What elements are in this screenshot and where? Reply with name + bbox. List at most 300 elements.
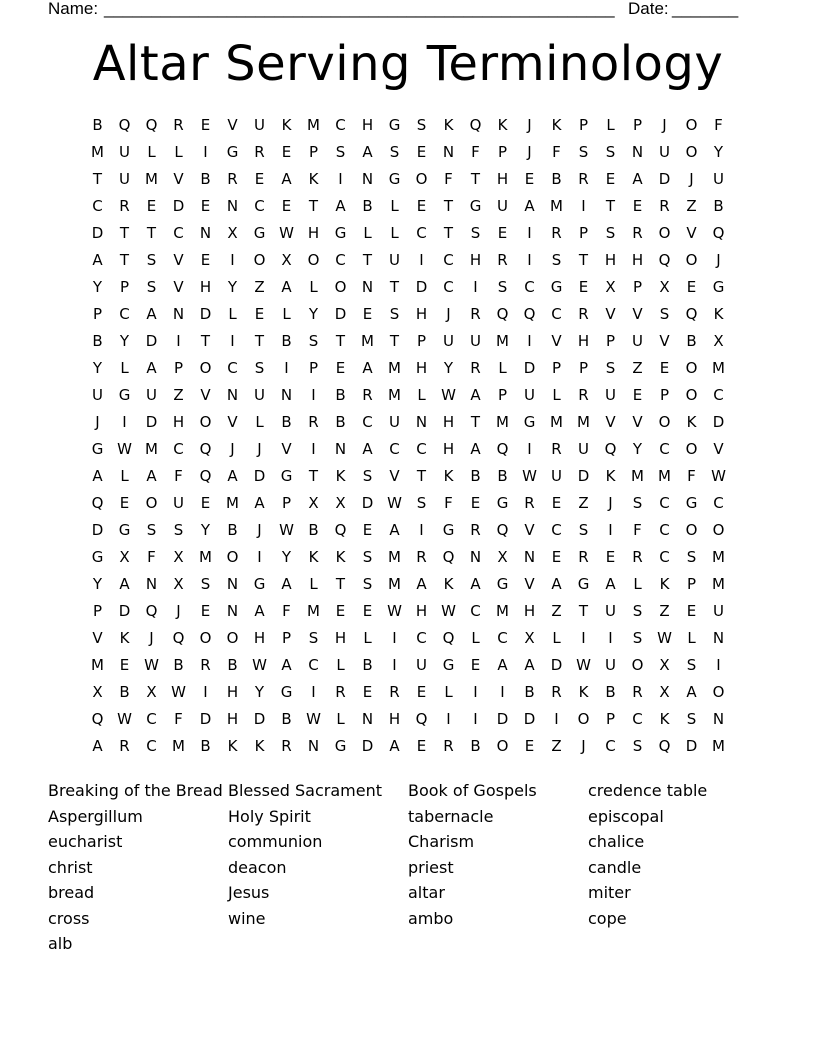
- grid-letter: T: [443, 224, 454, 242]
- grid-letter: J: [257, 440, 262, 458]
- grid-letter: B: [227, 521, 238, 539]
- grid-letter: L: [498, 359, 507, 377]
- grid-letter: K: [443, 467, 454, 485]
- grid-letter: N: [361, 710, 374, 728]
- grid-letter: L: [282, 305, 291, 323]
- grid-letter: I: [500, 683, 505, 701]
- grid-letter: D: [145, 332, 158, 350]
- grid-letter: A: [605, 575, 616, 593]
- grid-letter: K: [254, 737, 265, 755]
- grid-letter: B: [470, 737, 481, 755]
- grid-letter: F: [174, 710, 183, 728]
- grid-letter: C: [524, 278, 535, 296]
- grid-letter: R: [335, 683, 346, 701]
- grid-row: [84, 409, 732, 436]
- grid-letter: M: [550, 413, 563, 431]
- grid-row: [84, 193, 732, 220]
- grid-letter: C: [497, 629, 508, 647]
- grid-letter: A: [470, 386, 481, 404]
- grid-letter: N: [361, 278, 374, 296]
- grid-letter: R: [578, 305, 589, 323]
- grid-letter: N: [226, 197, 239, 215]
- word-bank-item: Charism: [408, 832, 475, 851]
- grid-letter: P: [119, 278, 130, 296]
- grid-letter: T: [416, 467, 427, 485]
- grid-letter: K: [443, 116, 454, 134]
- grid-letter: X: [659, 683, 670, 701]
- grid-letter: H: [361, 116, 374, 134]
- grid-letter: F: [552, 143, 561, 161]
- grid-letter: N: [172, 305, 185, 323]
- grid-letter: E: [335, 602, 346, 620]
- grid-letter: Q: [334, 521, 347, 539]
- grid-letter: I: [176, 332, 181, 350]
- grid-letter: T: [119, 251, 130, 269]
- grid-letter: L: [120, 359, 129, 377]
- word-bank-item: priest: [408, 857, 454, 877]
- grid-letter: U: [254, 386, 265, 404]
- grid-letter: Y: [92, 575, 103, 593]
- grid-letter: E: [686, 602, 697, 620]
- grid-letter: A: [497, 656, 508, 674]
- grid-letter: H: [199, 278, 212, 296]
- grid-letter: E: [119, 656, 130, 674]
- grid-letter: C: [227, 359, 238, 377]
- grid-letter: U: [416, 656, 427, 674]
- grid-letter: C: [416, 629, 427, 647]
- word-bank-item: deacon: [228, 857, 287, 877]
- grid-letter: J: [608, 494, 613, 512]
- grid-letter: T: [335, 332, 346, 350]
- grid-letter: D: [199, 305, 212, 323]
- grid-letter: I: [473, 683, 478, 701]
- grid-letter: Z: [254, 278, 265, 296]
- grid-letter: U: [389, 413, 400, 431]
- grid-letter: X: [497, 548, 508, 566]
- grid-letter: C: [416, 440, 427, 458]
- grid-letter: D: [145, 413, 158, 431]
- grid-letter: H: [523, 602, 536, 620]
- grid-row: [84, 598, 732, 625]
- grid-letter: C: [551, 305, 562, 323]
- grid-letter: D: [577, 467, 590, 485]
- grid-letter: B: [605, 683, 616, 701]
- grid-letter: D: [253, 710, 266, 728]
- grid-letter: S: [632, 602, 643, 620]
- grid-letter: N: [145, 575, 158, 593]
- grid-letter: X: [173, 575, 184, 593]
- grid-letter: M: [388, 359, 401, 377]
- grid-letter: R: [578, 548, 589, 566]
- grid-row: [84, 625, 732, 652]
- grid-letter: V: [92, 629, 103, 647]
- grid-letter: R: [551, 683, 562, 701]
- grid-letter: C: [146, 710, 157, 728]
- grid-letter: W: [171, 683, 186, 701]
- grid-letter: N: [280, 386, 293, 404]
- grid-letter: U: [389, 251, 400, 269]
- grid-letter: P: [92, 602, 103, 620]
- grid-letter: D: [199, 710, 212, 728]
- grid-letter: Z: [173, 386, 184, 404]
- grid-letter: A: [362, 440, 373, 458]
- grid-letter: I: [419, 251, 424, 269]
- grid-row: [84, 679, 732, 706]
- grid-row: [84, 436, 732, 463]
- grid-letter: L: [174, 143, 183, 161]
- grid-letter: A: [362, 359, 373, 377]
- grid-letter: C: [470, 602, 481, 620]
- grid-letter: M: [658, 467, 671, 485]
- grid-letter: L: [633, 575, 642, 593]
- grid-letter: B: [200, 170, 211, 188]
- grid-letter: R: [173, 116, 184, 134]
- grid-letter: E: [416, 197, 427, 215]
- grid-letter: N: [361, 170, 374, 188]
- word-bank-item: wine: [228, 908, 266, 928]
- grid-letter: O: [658, 224, 671, 242]
- grid-letter: A: [254, 494, 265, 512]
- grid-letter: E: [416, 143, 427, 161]
- grid-letter: H: [415, 602, 428, 620]
- grid-letter: B: [227, 656, 238, 674]
- grid-letter: J: [446, 305, 451, 323]
- grid-letter: C: [605, 737, 616, 755]
- grid-letter: M: [361, 332, 374, 350]
- grid-letter: S: [632, 494, 643, 512]
- grid-letter: T: [308, 467, 319, 485]
- grid-letter: V: [173, 170, 184, 188]
- grid-letter: J: [176, 602, 181, 620]
- grid-letter: Z: [578, 494, 589, 512]
- grid-letter: E: [659, 359, 670, 377]
- grid-letter: F: [147, 548, 156, 566]
- grid-letter: K: [659, 575, 670, 593]
- grid-letter: T: [308, 197, 319, 215]
- grid-letter: H: [415, 359, 428, 377]
- grid-letter: I: [446, 710, 451, 728]
- grid-row: [84, 706, 732, 733]
- grid-letter: A: [281, 170, 292, 188]
- word-bank-item: tabernacle: [408, 806, 494, 826]
- grid-letter: T: [389, 332, 400, 350]
- grid-letter: Y: [254, 683, 265, 701]
- grid-letter: T: [578, 602, 589, 620]
- grid-letter: A: [92, 467, 103, 485]
- grid-row: [84, 544, 732, 571]
- grid-letter: C: [335, 251, 346, 269]
- grid-row: [84, 355, 732, 382]
- grid-letter: K: [713, 305, 724, 323]
- grid-letter: T: [92, 170, 103, 188]
- grid-letter: H: [631, 251, 644, 269]
- grid-letter: E: [416, 737, 427, 755]
- grid-letter: T: [443, 197, 454, 215]
- grid-letter: P: [308, 359, 319, 377]
- grid-letter: U: [605, 386, 616, 404]
- grid-letter: Z: [686, 197, 697, 215]
- grid-letter: K: [281, 116, 292, 134]
- grid-letter: N: [307, 737, 320, 755]
- grid-letter: T: [470, 170, 481, 188]
- grid-letter: K: [119, 629, 130, 647]
- grid-letter: X: [605, 278, 616, 296]
- grid-letter: L: [552, 629, 561, 647]
- grid-letter: E: [200, 251, 211, 269]
- grid-letter: Y: [92, 359, 103, 377]
- grid-letter: D: [91, 224, 104, 242]
- grid-letter: E: [281, 143, 292, 161]
- grid-letter: C: [173, 224, 184, 242]
- grid-letter: O: [415, 170, 428, 188]
- grid-letter: I: [203, 143, 208, 161]
- grid-letter: S: [362, 548, 373, 566]
- grid-letter: Y: [632, 440, 643, 458]
- grid-letter: M: [496, 332, 509, 350]
- grid-letter: H: [442, 440, 455, 458]
- grid-letter: D: [523, 710, 536, 728]
- grid-letter: B: [362, 197, 373, 215]
- grid-letter: H: [469, 251, 482, 269]
- grid-row: [84, 112, 732, 139]
- grid-letter: R: [551, 440, 562, 458]
- grid-letter: G: [280, 683, 293, 701]
- grid-letter: W: [657, 629, 672, 647]
- word-bank-item: Jesus: [228, 883, 270, 902]
- grid-letter: B: [551, 170, 562, 188]
- grid-letter: K: [578, 683, 589, 701]
- grid-letter: S: [686, 710, 697, 728]
- grid-letter: H: [226, 710, 239, 728]
- word-bank-item: chalice: [588, 832, 645, 851]
- word-bank-item: Holy Spirit: [228, 806, 311, 826]
- grid-letter: V: [200, 386, 211, 404]
- grid-letter: S: [362, 467, 373, 485]
- grid-letter: S: [308, 332, 319, 350]
- grid-letter: E: [497, 224, 508, 242]
- grid-letter: V: [713, 440, 724, 458]
- grid-letter: O: [145, 494, 158, 512]
- grid-letter: X: [659, 656, 670, 674]
- grid-letter: N: [226, 575, 239, 593]
- grid-letter: E: [335, 359, 346, 377]
- grid-letter: G: [280, 467, 293, 485]
- grid-letter: G: [442, 521, 455, 539]
- grid-letter: J: [716, 251, 721, 269]
- word-bank-item: bread: [48, 883, 95, 902]
- grid-letter: C: [659, 521, 670, 539]
- grid-letter: V: [632, 305, 643, 323]
- grid-letter: Y: [227, 278, 238, 296]
- grid-letter: W: [711, 467, 726, 485]
- grid-letter: W: [576, 656, 591, 674]
- grid-letter: U: [497, 197, 508, 215]
- grid-letter: V: [524, 521, 535, 539]
- grid-letter: P: [659, 386, 670, 404]
- grid-letter: L: [309, 575, 318, 593]
- grid-letter: X: [308, 494, 319, 512]
- grid-letter: O: [631, 656, 644, 674]
- word-bank-item: cope: [588, 908, 627, 928]
- grid-letter: L: [255, 413, 264, 431]
- grid-letter: P: [605, 332, 616, 350]
- word-bank-item: Book of Gospels: [408, 781, 537, 800]
- grid-letter: O: [685, 521, 698, 539]
- page-title: Altar Serving Terminology: [92, 36, 724, 92]
- grid-letter: T: [605, 197, 616, 215]
- grid-letter: R: [227, 170, 238, 188]
- grid-letter: V: [659, 332, 670, 350]
- grid-letter: O: [577, 710, 590, 728]
- grid-letter: M: [712, 359, 725, 377]
- grid-row: [84, 220, 732, 247]
- word-bank-item: eucharist: [48, 832, 123, 851]
- grid-letter: E: [632, 197, 643, 215]
- grid-letter: Q: [685, 305, 698, 323]
- grid-letter: C: [659, 440, 670, 458]
- grid-letter: R: [200, 656, 211, 674]
- grid-letter: S: [362, 575, 373, 593]
- grid-letter: J: [95, 413, 100, 431]
- grid-letter: J: [689, 170, 694, 188]
- grid-letter: V: [281, 440, 292, 458]
- grid-letter: B: [713, 197, 724, 215]
- grid-letter: F: [687, 467, 696, 485]
- grid-letter: D: [712, 413, 725, 431]
- grid-letter: K: [335, 548, 346, 566]
- grid-letter: P: [497, 386, 508, 404]
- grid-letter: V: [389, 467, 400, 485]
- grid-letter: P: [416, 332, 427, 350]
- grid-letter: T: [335, 575, 346, 593]
- grid-letter: G: [442, 656, 455, 674]
- grid-letter: W: [117, 440, 132, 458]
- grid-letter: L: [606, 116, 615, 134]
- grid-letter: P: [497, 143, 508, 161]
- grid-letter: E: [146, 197, 157, 215]
- grid-letter: O: [685, 386, 698, 404]
- grid-letter: R: [632, 548, 643, 566]
- grid-letter: S: [146, 251, 157, 269]
- grid-letter: X: [92, 683, 103, 701]
- grid-letter: V: [632, 413, 643, 431]
- grid-letter: Y: [713, 143, 724, 161]
- grid-letter: T: [119, 224, 130, 242]
- grid-letter: N: [712, 629, 725, 647]
- grid-letter: R: [281, 737, 292, 755]
- grid-letter: M: [388, 386, 401, 404]
- grid-letter: Q: [91, 494, 104, 512]
- grid-letter: U: [470, 332, 481, 350]
- grid-letter: O: [496, 737, 509, 755]
- grid-letter: X: [524, 629, 535, 647]
- grid-letter: L: [363, 629, 372, 647]
- grid-letter: I: [392, 629, 397, 647]
- grid-letter: O: [658, 413, 671, 431]
- grid-letter: B: [497, 467, 508, 485]
- grid-letter: I: [527, 251, 532, 269]
- grid-letter: U: [524, 386, 535, 404]
- grid-letter: I: [338, 170, 343, 188]
- grid-letter: A: [146, 305, 157, 323]
- grid-letter: W: [144, 656, 159, 674]
- grid-letter: Q: [199, 467, 212, 485]
- grid-letter: G: [91, 548, 104, 566]
- grid-letter: Q: [496, 521, 509, 539]
- grid-letter: L: [228, 305, 237, 323]
- grid-letter: D: [523, 359, 536, 377]
- grid-letter: Z: [659, 602, 670, 620]
- grid-letter: A: [686, 683, 697, 701]
- grid-letter: S: [578, 143, 589, 161]
- grid-letter: W: [279, 224, 294, 242]
- grid-letter: E: [605, 548, 616, 566]
- grid-letter: H: [226, 683, 239, 701]
- grid-row: [84, 517, 732, 544]
- grid-letter: S: [605, 224, 616, 242]
- grid-row: [84, 571, 732, 598]
- grid-letter: E: [551, 548, 562, 566]
- grid-letter: P: [308, 143, 319, 161]
- grid-letter: S: [200, 575, 211, 593]
- grid-letter: U: [254, 116, 265, 134]
- grid-letter: I: [581, 197, 586, 215]
- grid-letter: O: [199, 359, 212, 377]
- grid-letter: Q: [118, 116, 131, 134]
- grid-letter: K: [659, 710, 670, 728]
- grid-letter: G: [253, 575, 266, 593]
- grid-letter: O: [334, 278, 347, 296]
- grid-letter: G: [388, 116, 401, 134]
- grid-row: [84, 139, 732, 166]
- grid-letter: K: [686, 413, 697, 431]
- grid-letter: N: [523, 548, 536, 566]
- grid-letter: K: [335, 467, 346, 485]
- grid-letter: O: [307, 251, 320, 269]
- grid-letter: Q: [91, 710, 104, 728]
- grid-letter: M: [712, 575, 725, 593]
- grid-letter: V: [227, 116, 238, 134]
- grid-letter: M: [496, 602, 509, 620]
- grid-letter: M: [307, 116, 320, 134]
- grid-letter: Q: [199, 440, 212, 458]
- grid-letter: G: [91, 440, 104, 458]
- grid-letter: N: [442, 143, 455, 161]
- grid-letter: B: [173, 656, 184, 674]
- grid-letter: V: [524, 575, 535, 593]
- grid-letter: W: [306, 710, 321, 728]
- grid-letter: E: [200, 494, 211, 512]
- grid-letter: C: [92, 197, 103, 215]
- grid-letter: C: [119, 305, 130, 323]
- grid-letter: A: [281, 278, 292, 296]
- grid-letter: D: [91, 521, 104, 539]
- grid-letter: K: [443, 575, 454, 593]
- grid-letter: U: [443, 332, 454, 350]
- grid-letter: J: [230, 440, 235, 458]
- grid-letter: E: [686, 278, 697, 296]
- grid-letter: D: [361, 737, 374, 755]
- grid-letter: Q: [712, 224, 725, 242]
- grid-letter: N: [226, 602, 239, 620]
- grid-letter: W: [387, 494, 402, 512]
- grid-letter: N: [199, 224, 212, 242]
- grid-letter: C: [173, 440, 184, 458]
- grid-letter: M: [550, 197, 563, 215]
- grid-letter: Z: [551, 737, 562, 755]
- grid-letter: G: [253, 224, 266, 242]
- grid-letter: O: [685, 359, 698, 377]
